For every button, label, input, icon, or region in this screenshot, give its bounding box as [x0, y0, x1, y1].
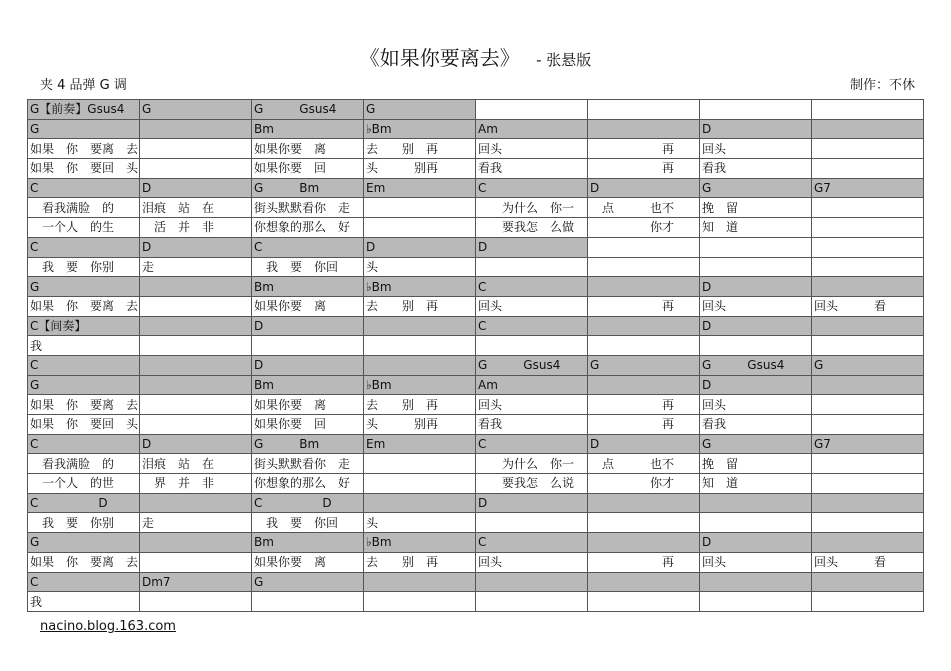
- lyric-cell: [812, 513, 924, 533]
- lyric-cell: [140, 415, 252, 435]
- chord-row: [28, 237, 924, 257]
- chord-row: [28, 119, 924, 139]
- blog-link[interactable]: nacino.blog.163.com: [40, 619, 176, 634]
- chord-cell: G: [700, 178, 812, 198]
- lyric-cell: [364, 592, 476, 612]
- lyric-cell: [476, 336, 588, 356]
- lyric-cell: [812, 336, 924, 356]
- lyric-cell: [812, 218, 924, 238]
- lyric-cell: [812, 395, 924, 415]
- lyric-cell: 我: [28, 592, 140, 612]
- lyric-cell: 如果你要 回: [252, 415, 364, 435]
- chord-cell: G: [252, 572, 364, 592]
- lyric-cell: [812, 139, 924, 159]
- lyric-cell: [140, 139, 252, 159]
- chord-cell: D: [700, 277, 812, 297]
- lyric-row: [28, 296, 924, 316]
- lyric-row: [28, 218, 924, 238]
- lyric-cell: 回头: [700, 296, 812, 316]
- lyric-cell: [700, 257, 812, 277]
- chord-cell: [588, 572, 700, 592]
- chord-cell: G: [812, 355, 924, 375]
- lyric-cell: 如果你要 离: [252, 552, 364, 572]
- lyric-cell: 头 别再: [364, 159, 476, 179]
- lyric-cell: 知 道: [700, 218, 812, 238]
- chord-cell: C D: [28, 493, 140, 513]
- lyric-cell: 看我: [700, 415, 812, 435]
- song-title: [0, 42, 951, 71]
- lyric-cell: 再: [588, 139, 700, 159]
- chord-cell: G: [364, 100, 476, 120]
- lyric-row: [28, 395, 924, 415]
- chord-cell: [476, 572, 588, 592]
- chord-cell: C: [476, 277, 588, 297]
- lyric-cell: 如果 你 要离 去: [28, 395, 140, 415]
- chord-row: [28, 178, 924, 198]
- chord-cell: [364, 355, 476, 375]
- chord-cell: D: [140, 237, 252, 257]
- lyric-cell: 如果你要 离: [252, 395, 364, 415]
- lyric-cell: 回头 看: [812, 552, 924, 572]
- chord-cell: [588, 316, 700, 336]
- lyric-cell: 我 要 你别: [28, 257, 140, 277]
- chord-cell: D: [700, 375, 812, 395]
- chord-cell: G: [28, 533, 140, 553]
- lyric-cell: 我 要 你别: [28, 513, 140, 533]
- chord-row: [28, 572, 924, 592]
- chord-cell: D: [700, 119, 812, 139]
- lyric-cell: 我 要 你回: [252, 513, 364, 533]
- lyric-cell: 去 别 再: [364, 552, 476, 572]
- lyric-cell: 如果 你 要回 头: [28, 159, 140, 179]
- chord-cell: D: [140, 178, 252, 198]
- chord-cell: [476, 100, 588, 120]
- lyric-cell: 看我满脸 的: [28, 454, 140, 474]
- lyric-cell: 看我: [476, 415, 588, 435]
- chord-cell: C: [476, 178, 588, 198]
- lyric-cell: 再: [588, 552, 700, 572]
- chord-cell: [140, 277, 252, 297]
- chord-cell: Em: [364, 178, 476, 198]
- chord-cell: C: [476, 316, 588, 336]
- chord-cell: D: [476, 493, 588, 513]
- lyric-cell: 点 也不: [588, 454, 700, 474]
- chord-cell: C: [28, 355, 140, 375]
- lyric-cell: 走: [140, 257, 252, 277]
- chord-cell: G【前奏】Gsus4: [28, 100, 140, 120]
- chord-row: [28, 493, 924, 513]
- chord-cell: [588, 237, 700, 257]
- lyric-cell: [252, 592, 364, 612]
- lyric-cell: [140, 336, 252, 356]
- lyric-cell: 回头: [700, 395, 812, 415]
- lyric-cell: 街头默默看你 走: [252, 198, 364, 218]
- lyric-cell: 头: [364, 257, 476, 277]
- chord-cell: [140, 493, 252, 513]
- lyric-row: [28, 159, 924, 179]
- lyric-cell: 走: [140, 513, 252, 533]
- chord-cell: [364, 572, 476, 592]
- chord-cell: G: [700, 434, 812, 454]
- chord-row: [28, 434, 924, 454]
- chord-cell: G: [28, 119, 140, 139]
- lyric-cell: [588, 592, 700, 612]
- lyric-cell: [140, 296, 252, 316]
- lyric-cell: 头: [364, 513, 476, 533]
- chord-cell: [140, 119, 252, 139]
- lyric-cell: [140, 159, 252, 179]
- chord-cell: [812, 375, 924, 395]
- chord-cell: [812, 100, 924, 120]
- lyric-row: [28, 454, 924, 474]
- lyric-row: [28, 336, 924, 356]
- lyric-cell: 回头 看: [812, 296, 924, 316]
- lyric-cell: [364, 218, 476, 238]
- lyric-cell: 看我满脸 的: [28, 198, 140, 218]
- lyric-cell: 看我: [476, 159, 588, 179]
- chord-cell: [700, 100, 812, 120]
- chord-cell: G7: [812, 434, 924, 454]
- lyric-cell: 看我: [700, 159, 812, 179]
- lyric-cell: [812, 257, 924, 277]
- chord-cell: D: [252, 316, 364, 336]
- lyric-cell: 知 道: [700, 474, 812, 494]
- chord-cell: [700, 493, 812, 513]
- chord-cell: G Gsus4: [476, 355, 588, 375]
- lyric-cell: 挽 留: [700, 454, 812, 474]
- credit-note: 制作：不休: [849, 78, 915, 93]
- chord-cell: Bm: [252, 375, 364, 395]
- lyric-cell: [812, 474, 924, 494]
- lyric-row: [28, 592, 924, 612]
- chord-cell: D: [476, 237, 588, 257]
- lyric-row: [28, 415, 924, 435]
- lyric-cell: 再: [588, 159, 700, 179]
- chord-cell: ♭Bm: [364, 277, 476, 297]
- lyric-cell: 再: [588, 395, 700, 415]
- chord-cell: G: [588, 355, 700, 375]
- lyric-cell: 挽 留: [700, 198, 812, 218]
- chord-cell: Bm: [252, 119, 364, 139]
- lyric-row: [28, 552, 924, 572]
- lyric-cell: 头 别再: [364, 415, 476, 435]
- chord-cell: Bm: [252, 277, 364, 297]
- chord-row: [28, 533, 924, 553]
- chord-cell: D: [252, 355, 364, 375]
- chord-row: [28, 316, 924, 336]
- lyric-cell: 你才: [588, 474, 700, 494]
- chord-cell: Am: [476, 119, 588, 139]
- lyric-cell: 我 要 你回: [252, 257, 364, 277]
- lyric-cell: 如果你要 离: [252, 139, 364, 159]
- lyric-cell: 要我怎 么做: [476, 218, 588, 238]
- chord-cell: ♭Bm: [364, 375, 476, 395]
- chord-cell: [140, 316, 252, 336]
- chord-cell: [364, 316, 476, 336]
- chord-row: [28, 375, 924, 395]
- lyric-cell: 如果你要 回: [252, 159, 364, 179]
- title-text: 《如果你要离去》: [359, 46, 520, 70]
- lyric-cell: [700, 592, 812, 612]
- lyric-row: [28, 198, 924, 218]
- lyric-cell: 街头默默看你 走: [252, 454, 364, 474]
- chord-cell: [700, 572, 812, 592]
- lyric-cell: [588, 513, 700, 533]
- chord-cell: [364, 493, 476, 513]
- lyric-cell: 如果 你 要离 去: [28, 296, 140, 316]
- lyric-cell: 去 别 再: [364, 296, 476, 316]
- chord-cell: Dm7: [140, 572, 252, 592]
- lyric-cell: 你想象的那么 好: [252, 218, 364, 238]
- lyric-cell: [476, 592, 588, 612]
- lyric-cell: 回头: [476, 395, 588, 415]
- chord-cell: Em: [364, 434, 476, 454]
- lyric-cell: [700, 336, 812, 356]
- lyric-cell: [140, 552, 252, 572]
- lyric-cell: 我: [28, 336, 140, 356]
- lyric-row: [28, 139, 924, 159]
- chord-cell: G7: [812, 178, 924, 198]
- lyric-cell: 一个人 的生: [28, 218, 140, 238]
- chord-cell: ♭Bm: [364, 533, 476, 553]
- lyric-cell: 你想象的那么 好: [252, 474, 364, 494]
- chord-cell: [140, 375, 252, 395]
- lyric-cell: [700, 513, 812, 533]
- chord-cell: [588, 493, 700, 513]
- chord-cell: [812, 237, 924, 257]
- chord-cell: D: [588, 178, 700, 198]
- chord-cell: G: [28, 375, 140, 395]
- lyric-cell: 点 也不: [588, 198, 700, 218]
- chord-cell: G Bm: [252, 178, 364, 198]
- chord-cell: [588, 277, 700, 297]
- chord-cell: C: [28, 434, 140, 454]
- lyric-cell: [812, 592, 924, 612]
- chord-cell: C: [476, 533, 588, 553]
- chord-cell: [812, 316, 924, 336]
- chord-cell: [812, 493, 924, 513]
- lyric-cell: 去 别 再: [364, 139, 476, 159]
- chord-cell: C: [28, 572, 140, 592]
- chord-cell: D: [588, 434, 700, 454]
- lyric-cell: 去 别 再: [364, 395, 476, 415]
- lyric-cell: [812, 415, 924, 435]
- lyric-cell: [812, 159, 924, 179]
- lyric-row: [28, 257, 924, 277]
- chord-cell: Am: [476, 375, 588, 395]
- chord-cell: [812, 533, 924, 553]
- chord-cell: [140, 533, 252, 553]
- chord-cell: C: [252, 237, 364, 257]
- lyric-cell: 泪痕 站 在: [140, 198, 252, 218]
- chord-cell: [812, 277, 924, 297]
- lyric-cell: 你才: [588, 218, 700, 238]
- chord-cell: C: [476, 434, 588, 454]
- chord-cell: G Bm: [252, 434, 364, 454]
- chord-cell: G Gsus4: [252, 100, 364, 120]
- lyric-cell: 如果你要 离: [252, 296, 364, 316]
- lyric-cell: [364, 198, 476, 218]
- capo-note: 夹 4 品弹 G 调: [40, 78, 127, 93]
- lyric-cell: [812, 454, 924, 474]
- chord-cell: [812, 572, 924, 592]
- lyric-cell: 再: [588, 296, 700, 316]
- lyric-cell: [588, 336, 700, 356]
- lyric-cell: 要我怎 么说: [476, 474, 588, 494]
- chord-cell: G Gsus4: [700, 355, 812, 375]
- chord-cell: D: [700, 533, 812, 553]
- lyric-cell: [364, 336, 476, 356]
- lyric-cell: [140, 395, 252, 415]
- chord-row: [28, 277, 924, 297]
- lyric-cell: 再: [588, 415, 700, 435]
- chord-cell: D: [140, 434, 252, 454]
- lyric-row: [28, 513, 924, 533]
- lyric-cell: 活 并 非: [140, 218, 252, 238]
- lyric-cell: [588, 257, 700, 277]
- chord-row: [28, 355, 924, 375]
- chord-cell: [812, 119, 924, 139]
- chord-cell: C D: [252, 493, 364, 513]
- lyric-cell: [252, 336, 364, 356]
- lyric-cell: [476, 257, 588, 277]
- chord-cell: [588, 100, 700, 120]
- lyric-cell: 回头: [476, 139, 588, 159]
- lyric-cell: 回头: [700, 552, 812, 572]
- lyric-cell: [476, 513, 588, 533]
- chord-cell: C【间奏】: [28, 316, 140, 336]
- lyric-cell: 如果 你 要离 去: [28, 139, 140, 159]
- chord-cell: [588, 375, 700, 395]
- lyric-cell: 为什么 你一: [476, 454, 588, 474]
- chord-row: [28, 100, 924, 120]
- lyric-cell: 回头: [700, 139, 812, 159]
- lyric-cell: 回头: [476, 296, 588, 316]
- lyric-cell: [812, 198, 924, 218]
- chord-cell: [700, 237, 812, 257]
- chord-cell: [588, 119, 700, 139]
- lyric-cell: [364, 474, 476, 494]
- lyric-cell: [140, 592, 252, 612]
- chord-cell: [140, 355, 252, 375]
- lyric-row: [28, 474, 924, 494]
- lyric-cell: 一个人 的世: [28, 474, 140, 494]
- chord-sheet-table: [27, 99, 924, 612]
- chord-cell: D: [700, 316, 812, 336]
- chord-cell: Bm: [252, 533, 364, 553]
- lyric-cell: 如果 你 要离 去: [28, 552, 140, 572]
- chord-cell: D: [364, 237, 476, 257]
- chord-cell: G: [28, 277, 140, 297]
- lyric-cell: [364, 454, 476, 474]
- chord-cell: ♭Bm: [364, 119, 476, 139]
- lyric-cell: 为什么 你一: [476, 198, 588, 218]
- lyric-cell: 回头: [476, 552, 588, 572]
- chord-cell: [588, 533, 700, 553]
- lyric-cell: 如果 你 要回 头: [28, 415, 140, 435]
- chord-cell: G: [140, 100, 252, 120]
- subtitle-text: - 张悬版: [536, 51, 592, 69]
- lyric-cell: 界 并 非: [140, 474, 252, 494]
- chord-cell: C: [28, 178, 140, 198]
- lyric-cell: 泪痕 站 在: [140, 454, 252, 474]
- chord-cell: C: [28, 237, 140, 257]
